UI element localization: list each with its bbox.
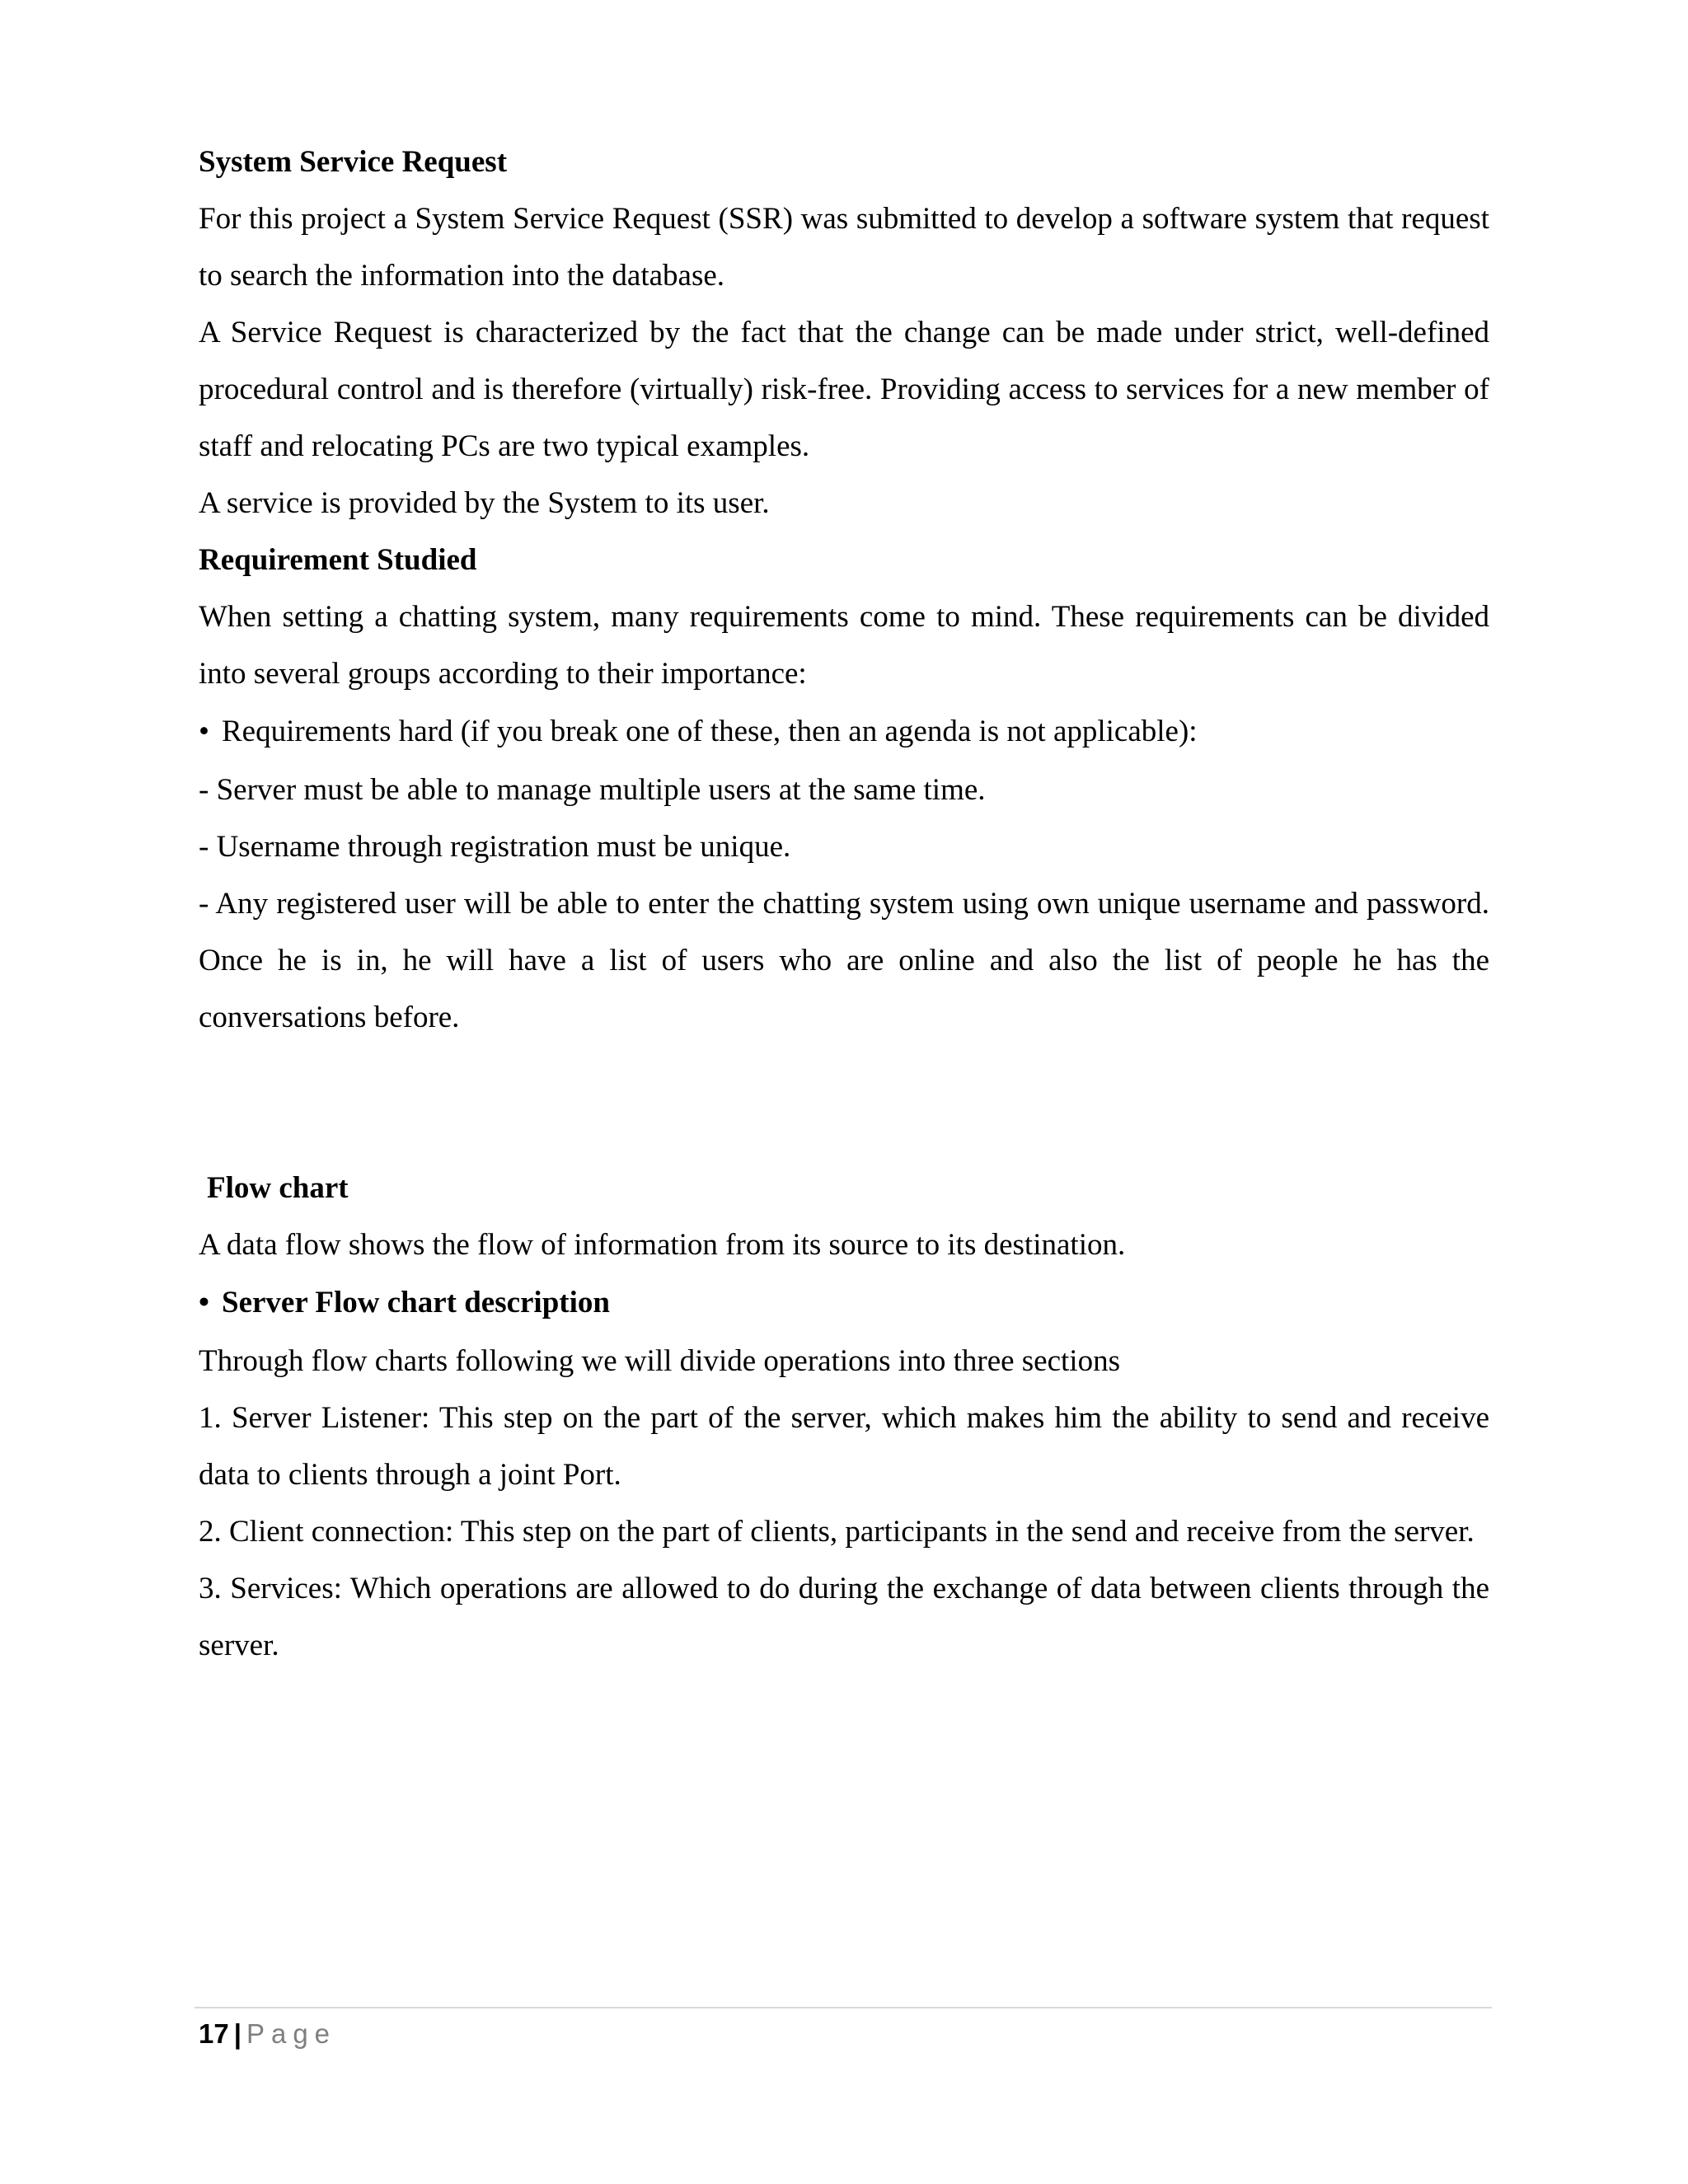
bullet-icon: • — [199, 1286, 209, 1319]
section-gap — [199, 1046, 1489, 1160]
page-content — [199, 134, 1489, 1674]
requirement-item-3: - Any registered user will be able to enter the chatting system using own unique username and password. Once he is in, he will have a list of users who are online and also the list of people he has the conversations before. — [199, 887, 1489, 1034]
requirement-item-2: - Username through registration must be unique. — [199, 830, 791, 864]
footer-separator: | — [233, 2018, 241, 2049]
heading-system-service-request: System Service Request — [199, 145, 508, 179]
requirements-bullet-text: Requirements hard (if you break one of these, then an agenda is not applicable): — [222, 715, 1198, 748]
heading-flow-chart: Flow chart — [207, 1171, 349, 1205]
ssr-paragraph-1: For this project a System Service Request (SSR) was submitted to develop a software system that request to search the information into the database. — [199, 202, 1489, 293]
page-number: 17 — [199, 2018, 229, 2049]
ssr-paragraph-2: A Service Request is characterized by the fact that the change can be made under strict, well-defined procedural control and is therefore (virtually) risk-free. Providing access to services for a new member of staff and relocating PCs are two typical examples. — [199, 316, 1489, 463]
flowchart-intro: A data flow shows the flow of information from its source to its destination. — [199, 1228, 1126, 1262]
flowchart-item-3: 3. Services: Which operations are allowed to do during the exchange of data between clients through the server. — [199, 1572, 1489, 1662]
server-flowchart-bullet — [199, 1273, 1489, 1333]
server-flowchart-heading: Server Flow chart description — [222, 1286, 610, 1319]
flowchart-item-2: 2. Client connection: This step on the part of clients, participants in the send and receive from the server. — [199, 1515, 1475, 1549]
page-label: Page — [246, 2018, 337, 2049]
bullet-icon: • — [199, 715, 209, 748]
page-footer — [199, 2014, 336, 2054]
ssr-paragraph-3: A service is provided by the System to its user. — [199, 486, 770, 520]
requirements-intro: When setting a chatting system, many requirements come to mind. These requirements can be divided into several groups according to their importance: — [199, 600, 1489, 691]
requirement-item-1: - Server must be able to manage multiple users at the same time. — [199, 773, 986, 807]
requirements-bullet — [199, 702, 1489, 762]
footer-divider — [195, 2007, 1492, 2008]
flowchart-lead: Through flow charts following we will divide operations into three sections — [199, 1344, 1120, 1378]
heading-requirement-studied: Requirement Studied — [199, 543, 477, 577]
flowchart-item-1: 1. Server Listener: This step on the part of the server, which makes him the ability to send and receive data to clients through a joint Port. — [199, 1401, 1489, 1492]
